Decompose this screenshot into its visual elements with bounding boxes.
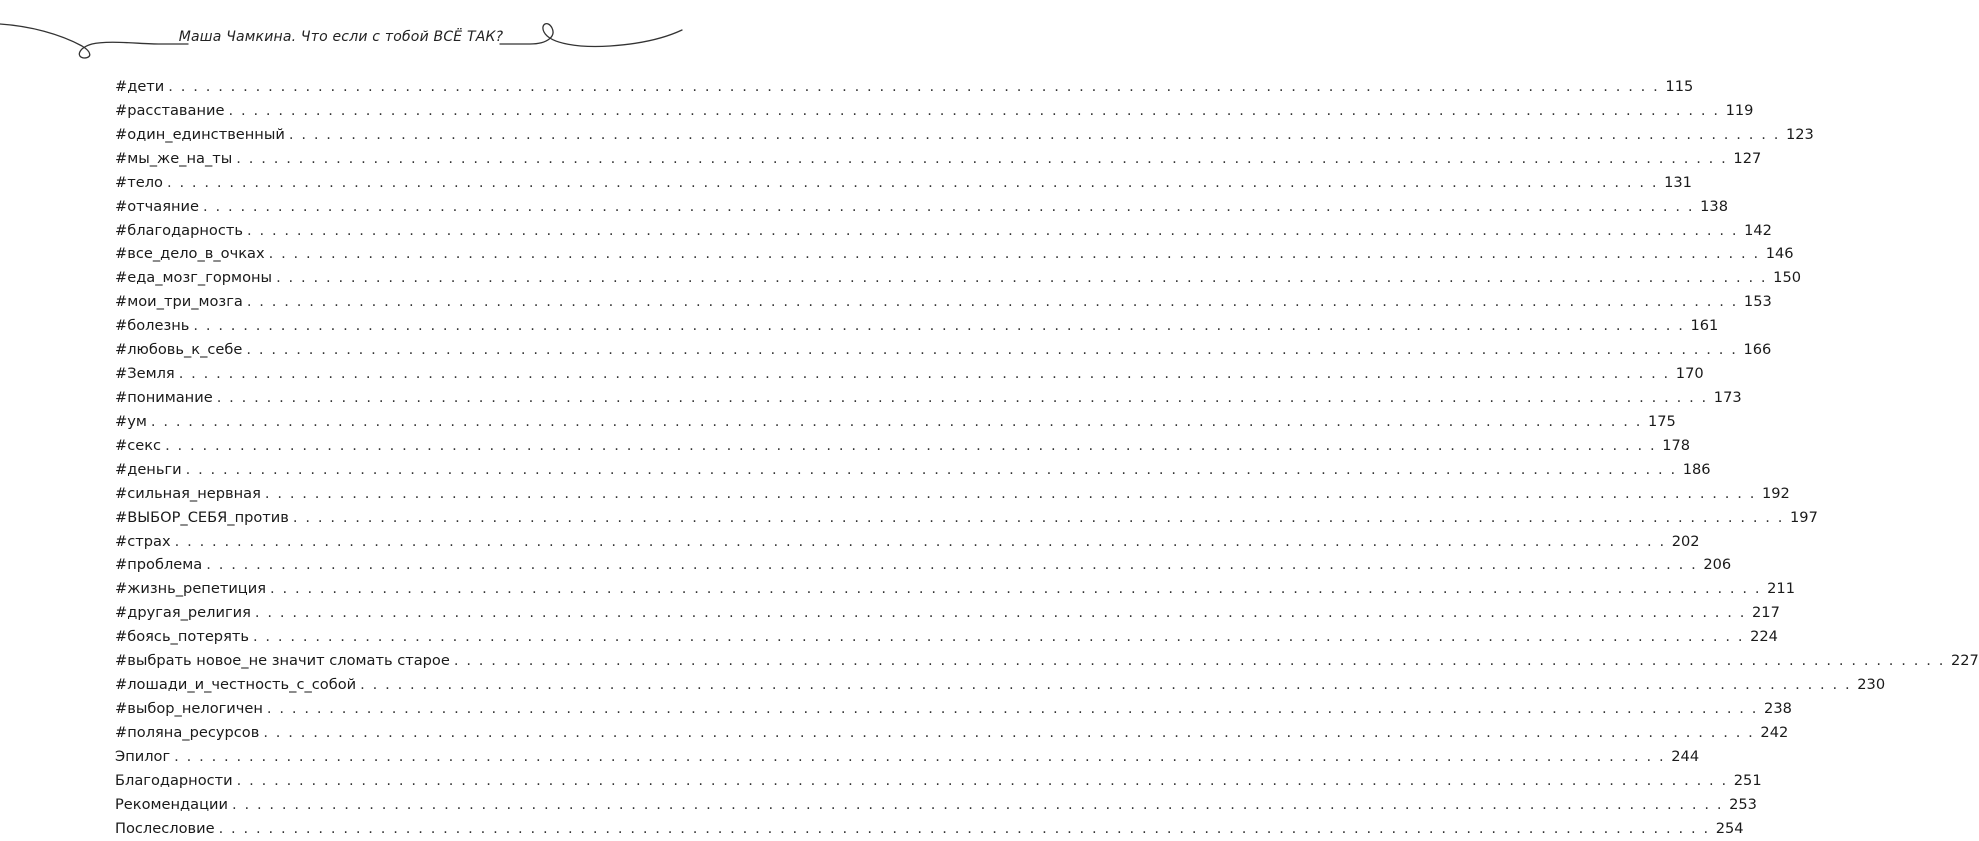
- toc-entry-page-number: 192: [1761, 484, 1790, 502]
- toc-entry-page-number: 175: [1647, 412, 1676, 430]
- toc-entry-page-number: 244: [1671, 747, 1700, 765]
- toc-entry-page-number: 224: [1750, 628, 1778, 646]
- toc-entry-page-number: 178: [1662, 436, 1691, 454]
- table-of-contents: [115, 75, 1979, 841]
- toc-entry-page-number: 119: [1725, 101, 1754, 119]
- toc-leader-dots: . . . . . . . . . . . . . . . . . . . . . . . . . . . . . . . . . . . . . . . . . . . . . . . . . . . . . . . . . . . . . . . . . . . . . . . . . . . . . . . . . . . . . . . . . . . . . . . . . . . . . . . . . . . . . . . . . . . . . . . .: [276, 269, 1768, 287]
- toc-entry[interactable]: [115, 219, 1772, 243]
- toc-entry-title: #отчаяние: [115, 197, 200, 215]
- toc-entry[interactable]: [115, 530, 1700, 554]
- toc-leader-dots: . . . . . . . . . . . . . . . . . . . . . . . . . . . . . . . . . . . . . . . . . . . . . . . . . . . . . . . . . . . . . . . . . . . . . . . . . . . . . . . . . . . . . . . . . . . . . . . . . . . . . . . . . . . . . . . . . . . . . . . .: [246, 341, 1738, 359]
- toc-entry-title: #деньги: [115, 460, 182, 478]
- toc-entry-page-number: 123: [1785, 125, 1814, 143]
- toc-entry[interactable]: [115, 266, 1802, 290]
- toc-entry[interactable]: [115, 553, 1732, 577]
- running-header: [0, 0, 682, 70]
- toc-entry[interactable]: [115, 625, 1778, 649]
- toc-leader-dots: . . . . . . . . . . . . . . . . . . . . . . . . . . . . . . . . . . . . . . . . . . . . . . . . . . . . . . . . . . . . . . . . . . . . . . . . . . . . . . . . . . . . . . . . . . . . . . . . . . . . . . . . . . . . . . . . . . . . . . . .: [174, 532, 1666, 550]
- toc-entry[interactable]: [115, 171, 1692, 195]
- toc-leader-dots: . . . . . . . . . . . . . . . . . . . . . . . . . . . . . . . . . . . . . . . . . . . . . . . . . . . . . . . . . . . . . . . . . . . . . . . . . . . . . . . . . . . . . . . . . . . . . . . . . . . . . . . . . . . . . . . . . . . . . . . .: [270, 580, 1762, 598]
- toc-entry[interactable]: [115, 697, 1792, 721]
- toc-entry-title: #сильная_нервная: [115, 484, 261, 502]
- toc-leader-dots: . . . . . . . . . . . . . . . . . . . . . . . . . . . . . . . . . . . . . . . . . . . . . . . . . . . . . . . . . . . . . . . . . . . . . . . . . . . . . . . . . . . . . . . . . . . . . . . . . . . . . . . . . . . . . . . . . . . . . . . .: [174, 747, 1666, 765]
- toc-entry-title: #боясь_потерять: [115, 628, 249, 646]
- toc-entry[interactable]: [115, 195, 1728, 219]
- toc-entry[interactable]: [115, 338, 1772, 362]
- toc-entry[interactable]: [115, 458, 1711, 482]
- toc-leader-dots: . . . . . . . . . . . . . . . . . . . . . . . . . . . . . . . . . . . . . . . . . . . . . . . . . . . . . . . . . . . . . . . . . . . . . . . . . . . . . . . . . . . . . . . . . . . . . . . . . . . . . . . . . . . . . . . . . . . . . . . .: [185, 460, 1677, 478]
- toc-entry-title: #выбрать новое_не значит сломать старое: [115, 652, 450, 670]
- toc-entry[interactable]: [115, 99, 1754, 123]
- toc-entry-page-number: 142: [1744, 221, 1772, 239]
- toc-entry[interactable]: [115, 601, 1780, 625]
- toc-entry-page-number: 150: [1773, 269, 1802, 287]
- toc-entry-title: #жизнь_репетиция: [115, 580, 267, 598]
- toc-entry-page-number: 115: [1665, 78, 1694, 95]
- toc-leader-dots: . . . . . . . . . . . . . . . . . . . . . . . . . . . . . . . . . . . . . . . . . . . . . . . . . . . . . . . . . . . . . . . . . . . . . . . . . . . . . . . . . . . . . . . . . . . . . . . . . . . . . . . . . . . . . . . . . . . . . . . .: [236, 771, 1728, 789]
- toc-entry-title: Рекомендации: [115, 795, 228, 813]
- toc-entry-title: #любовь_к_себе: [115, 341, 243, 359]
- toc-entry-title: #другая_религия: [115, 604, 251, 622]
- toc-entry-title: #выбор_нелогичен: [115, 699, 263, 717]
- toc-entry[interactable]: [115, 769, 1762, 793]
- toc-entry[interactable]: [115, 721, 1789, 745]
- toc-entry-page-number: 227: [1950, 652, 1979, 670]
- toc-leader-dots: . . . . . . . . . . . . . . . . . . . . . . . . . . . . . . . . . . . . . . . . . . . . . . . . . . . . . . . . . . . . . . . . . . . . . . . . . . . . . . . . . . . . . . . . . . . . . . . . . . . . . . . . . . . . . . . . . . . . . . . .: [203, 197, 1695, 215]
- toc-entry-page-number: 253: [1729, 795, 1757, 813]
- toc-entry[interactable]: [115, 242, 1794, 266]
- toc-entry-page-number: 131: [1664, 173, 1692, 191]
- toc-leader-dots: . . . . . . . . . . . . . . . . . . . . . . . . . . . . . . . . . . . . . . . . . . . . . . . . . . . . . . . . . . . . . . . . . . . . . . . . . . . . . . . . . . . . . . . . . . . . . . . . . . . . . . . . . . . . . . . . . . . . . . . .: [247, 221, 1739, 239]
- toc-entry[interactable]: [115, 793, 1757, 817]
- toc-entry-title: #Земля: [115, 365, 175, 383]
- toc-entry-title: #ВЫБОР_СЕБЯ_против: [115, 508, 289, 526]
- toc-entry-title: #один_единственный: [115, 125, 285, 143]
- toc-entry[interactable]: [115, 434, 1691, 458]
- toc-leader-dots: . . . . . . . . . . . . . . . . . . . . . . . . . . . . . . . . . . . . . . . . . . . . . . . . . . . . . . . . . . . . . . . . . . . . . . . . . . . . . . . . . . . . . . . . . . . . . . . . . . . . . . . . . . . . . . . . . . . . . . . .: [236, 149, 1728, 167]
- toc-entry-page-number: 166: [1743, 341, 1772, 359]
- toc-leader-dots: . . . . . . . . . . . . . . . . . . . . . . . . . . . . . . . . . . . . . . . . . . . . . . . . . . . . . . . . . . . . . . . . . . . . . . . . . . . . . . . . . . . . . . . . . . . . . . . . . . . . . . . . . . . . . . . . . . . . . . . .: [263, 723, 1755, 741]
- toc-leader-dots: . . . . . . . . . . . . . . . . . . . . . . . . . . . . . . . . . . . . . . . . . . . . . . . . . . . . . . . . . . . . . . . . . . . . . . . . . . . . . . . . . . . . . . . . . . . . . . . . . . . . . . . . . . . . . . . . . . . . . . . .: [178, 365, 1670, 383]
- toc-entry[interactable]: [115, 290, 1772, 314]
- book-header-title: Маша Чамкина. Что если с тобой ВСЁ ТАК?: [178, 29, 504, 45]
- toc-leader-dots: . . . . . . . . . . . . . . . . . . . . . . . . . . . . . . . . . . . . . . . . . . . . . . . . . . . . . . . . . . . . . . . . . . . . . . . . . . . . . . . . . . . . . . . . . . . . . . . . . . . . . . . . . . . . . . . . . . . . . . . .: [166, 173, 1659, 191]
- toc-entry[interactable]: [115, 362, 1704, 386]
- toc-entry-title: #мы_же_на_ты: [115, 149, 233, 167]
- toc-entry-page-number: 127: [1733, 149, 1762, 167]
- toc-entry-page-number: 242: [1760, 723, 1789, 741]
- toc-entry-page-number: 138: [1700, 197, 1728, 215]
- toc-entry-page-number: 230: [1857, 676, 1886, 694]
- toc-leader-dots: . . . . . . . . . . . . . . . . . . . . . . . . . . . . . . . . . . . . . . . . . . . . . . . . . . . . . . . . . . . . . . . . . . . . . . . . . . . . . . . . . . . . . . . . . . . . . . . . . . . . . . . . . . . . . . . . . . . . . . . .: [232, 795, 1724, 813]
- toc-entry-page-number: 254: [1715, 819, 1744, 837]
- toc-entry[interactable]: [115, 673, 1886, 697]
- toc-entry-page-number: 161: [1690, 317, 1719, 335]
- toc-entry-page-number: 238: [1764, 699, 1792, 717]
- toc-leader-dots: . . . . . . . . . . . . . . . . . . . . . . . . . . . . . . . . . . . . . . . . . . . . . . . . . . . . . . . . . . . . . . . . . . . . . . . . . . . . . . . . . . . . . . . . . . . . . . . . . . . . . . . . . . . . . . . . . . . . . . . .: [254, 604, 1746, 622]
- toc-entry-page-number: 251: [1733, 771, 1762, 789]
- toc-entry-title: #болезнь: [115, 317, 190, 335]
- toc-entry-title: #лошади_и_честность_с_собой: [115, 676, 357, 694]
- toc-entry-page-number: 202: [1671, 532, 1700, 550]
- toc-entry-page-number: 211: [1767, 580, 1795, 598]
- toc-entry[interactable]: [115, 410, 1676, 434]
- toc-entry-title: Благодарности: [115, 771, 233, 789]
- toc-entry-title: #проблема: [115, 556, 203, 574]
- toc-entry[interactable]: [115, 75, 1694, 99]
- toc-entry[interactable]: [115, 314, 1719, 338]
- toc-leader-dots: . . . . . . . . . . . . . . . . . . . . . . . . . . . . . . . . . . . . . . . . . . . . . . . . . . . . . . . . . . . . . . . . . . . . . . . . . . . . . . . . . . . . . . . . . . . . . . . . . . . . . . . . . . . . . . . . . . . . . . . .: [288, 125, 1780, 143]
- toc-entry[interactable]: [115, 147, 1762, 171]
- toc-leader-dots: . . . . . . . . . . . . . . . . . . . . . . . . . . . . . . . . . . . . . . . . . . . . . . . . . . . . . . . . . . . . . . . . . . . . . . . . . . . . . . . . . . . . . . . . . . . . . . . . . . . . . . . . . . . . . . . . . . . . . . . .: [292, 508, 1785, 526]
- toc-leader-dots: . . . . . . . . . . . . . . . . . . . . . . . . . . . . . . . . . . . . . . . . . . . . . . . . . . . . . . . . . . . . . . . . . . . . . . . . . . . . . . . . . . . . . . . . . . . . . . . . . . . . . . . . . . . . . . . . . . . . . . . .: [150, 412, 1642, 430]
- toc-leader-dots: . . . . . . . . . . . . . . . . . . . . . . . . . . . . . . . . . . . . . . . . . . . . . . . . . . . . . . . . . . . . . . . . . . . . . . . . . . . . . . . . . . . . . . . . . . . . . . . . . . . . . . . . . . . . . . . . . . . . . . . .: [193, 317, 1685, 335]
- toc-entry-title: #все_дело_в_очках: [115, 245, 265, 263]
- toc-leader-dots: . . . . . . . . . . . . . . . . . . . . . . . . . . . . . . . . . . . . . . . . . . . . . . . . . . . . . . . . . . . . . . . . . . . . . . . . . . . . . . . . . . . . . . . . . . . . . . . . . . . . . . . . . . . . . . . . . . . . . . . .: [268, 245, 1760, 263]
- toc-leader-dots: . . . . . . . . . . . . . . . . . . . . . . . . . . . . . . . . . . . . . . . . . . . . . . . . . . . . . . . . . . . . . . . . . . . . . . . . . . . . . . . . . . . . . . . . . . . . . . . . . . . . . . . . . . . . . . . . . . . . . . . .: [246, 293, 1738, 311]
- toc-entry-page-number: 217: [1752, 604, 1780, 622]
- toc-entry-title: #дети: [115, 78, 165, 95]
- toc-entry[interactable]: [115, 506, 1818, 530]
- toc-entry[interactable]: [115, 745, 1700, 769]
- toc-entry-title: #мои_три_мозга: [115, 293, 243, 311]
- toc-leader-dots: . . . . . . . . . . . . . . . . . . . . . . . . . . . . . . . . . . . . . . . . . . . . . . . . . . . . . . . . . . . . . . . . . . . . . . . . . . . . . . . . . . . . . . . . . . . . . . . . . . . . . . . . . . . . . . . . . . . . . . . .: [206, 556, 1698, 574]
- toc-entry[interactable]: [115, 386, 1742, 410]
- toc-leader-dots: . . . . . . . . . . . . . . . . . . . . . . . . . . . . . . . . . . . . . . . . . . . . . . . . . . . . . . . . . . . . . . . . . . . . . . . . . . . . . . . . . . . . . . . . . . . . . . . . . . . . . . . . . . . . . . . . . . . . . . . .: [266, 699, 1759, 717]
- toc-entry-page-number: 170: [1675, 365, 1704, 383]
- toc-leader-dots: . . . . . . . . . . . . . . . . . . . . . . . . . . . . . . . . . . . . . . . . . . . . . . . . . . . . . . . . . . . . . . . . . . . . . . . . . . . . . . . . . . . . . . . . . . . . . . . . . . . . . . . . . . . . . . . . . . . . . . . .: [252, 628, 1745, 646]
- toc-entry[interactable]: [115, 577, 1795, 601]
- toc-entry-title: #расставание: [115, 101, 225, 119]
- toc-entry-title: #секс: [115, 436, 162, 454]
- toc-entry[interactable]: [115, 649, 1979, 673]
- toc-entry-page-number: 173: [1713, 388, 1742, 406]
- toc-entry-page-number: 146: [1765, 245, 1794, 263]
- toc-leader-dots: . . . . . . . . . . . . . . . . . . . . . . . . . . . . . . . . . . . . . . . . . . . . . . . . . . . . . . . . . . . . . . . . . . . . . . . . . . . . . . . . . . . . . . . . . . . . . . . . . . . . . . . . . . . . . . . . . . . . . . . .: [360, 676, 1852, 694]
- toc-leader-dots: . . . . . . . . . . . . . . . . . . . . . . . . . . . . . . . . . . . . . . . . . . . . . . . . . . . . . . . . . . . . . . . . . . . . . . . . . . . . . . . . . . . . . . . . . . . . . . . . . . . . . . . . . . . . . . . . . . . . . . . .: [453, 652, 1945, 670]
- toc-entry-title: Послесловие: [115, 819, 215, 837]
- toc-leader-dots: . . . . . . . . . . . . . . . . . . . . . . . . . . . . . . . . . . . . . . . . . . . . . . . . . . . . . . . . . . . . . . . . . . . . . . . . . . . . . . . . . . . . . . . . . . . . . . . . . . . . . . . . . . . . . . . . . . . . . . . .: [228, 101, 1720, 119]
- toc-entry-title: #поляна_ресурсов: [115, 723, 260, 741]
- toc-entry-title: #еда_мозг_гормоны: [115, 269, 273, 287]
- toc-entry-title: #понимание: [115, 388, 213, 406]
- toc-leader-dots: . . . . . . . . . . . . . . . . . . . . . . . . . . . . . . . . . . . . . . . . . . . . . . . . . . . . . . . . . . . . . . . . . . . . . . . . . . . . . . . . . . . . . . . . . . . . . . . . . . . . . . . . . . . . . . . . . . . . . . . .: [168, 78, 1660, 95]
- toc-entry-title: #ум: [115, 412, 147, 430]
- toc-entry-page-number: 197: [1790, 508, 1818, 526]
- toc-entry[interactable]: [115, 123, 1814, 147]
- toc-entry[interactable]: [115, 817, 1744, 841]
- toc-entry-title: #страх: [115, 532, 171, 550]
- toc-entry[interactable]: [115, 482, 1790, 506]
- toc-leader-dots: . . . . . . . . . . . . . . . . . . . . . . . . . . . . . . . . . . . . . . . . . . . . . . . . . . . . . . . . . . . . . . . . . . . . . . . . . . . . . . . . . . . . . . . . . . . . . . . . . . . . . . . . . . . . . . . . . . . . . . . .: [218, 819, 1710, 837]
- toc-leader-dots: . . . . . . . . . . . . . . . . . . . . . . . . . . . . . . . . . . . . . . . . . . . . . . . . . . . . . . . . . . . . . . . . . . . . . . . . . . . . . . . . . . . . . . . . . . . . . . . . . . . . . . . . . . . . . . . . . . . . . . . .: [165, 436, 1657, 454]
- toc-entry-title: #благодарность: [115, 221, 243, 239]
- toc-entry-title: #тело: [115, 173, 163, 191]
- toc-leader-dots: . . . . . . . . . . . . . . . . . . . . . . . . . . . . . . . . . . . . . . . . . . . . . . . . . . . . . . . . . . . . . . . . . . . . . . . . . . . . . . . . . . . . . . . . . . . . . . . . . . . . . . . . . . . . . . . . . . . . . . . .: [216, 388, 1708, 406]
- toc-entry-title: Эпилог: [115, 747, 171, 765]
- toc-entry-page-number: 206: [1703, 556, 1732, 574]
- toc-leader-dots: . . . . . . . . . . . . . . . . . . . . . . . . . . . . . . . . . . . . . . . . . . . . . . . . . . . . . . . . . . . . . . . . . . . . . . . . . . . . . . . . . . . . . . . . . . . . . . . . . . . . . . . . . . . . . . . . . . . . . . . .: [264, 484, 1756, 502]
- toc-entry-page-number: 153: [1743, 293, 1772, 311]
- toc-entry-page-number: 186: [1682, 460, 1711, 478]
